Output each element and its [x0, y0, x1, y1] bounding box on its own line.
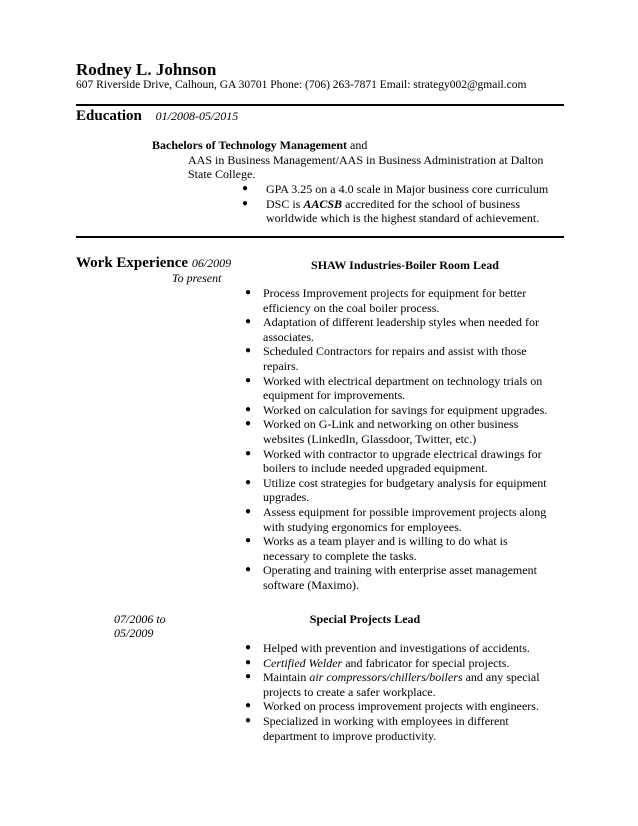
bullet-icon: ●	[245, 714, 252, 726]
list-item	[245, 655, 563, 671]
bullet-icon: ●	[245, 642, 252, 653]
work-title: Work Experience	[76, 255, 189, 271]
bullet-icon: ●	[245, 374, 252, 386]
job1-bullet-text: Worked on calculation for savings for equipment upgrades.	[263, 402, 548, 417]
job1-bullet-text: Process Improvement projects for equipment for better	[263, 286, 527, 300]
job1-bullet-text: boilers to include needed upgraded equipment.	[263, 461, 488, 476]
list-item	[245, 504, 563, 534]
job2-bullet-text: and fabricator for special projects.	[342, 655, 510, 670]
list-item	[245, 534, 563, 563]
accreditation-text-pre: DSC is	[266, 196, 304, 211]
bullet-icon: ●	[245, 316, 252, 328]
job1-bullet-text: with studying ergonomics for employees.	[263, 519, 462, 534]
job1-bullets	[245, 286, 563, 592]
job1-bullet-text: repairs.	[263, 358, 299, 373]
list-item	[245, 315, 563, 344]
job2-bullet-text: Maintain	[263, 670, 310, 685]
bullet-icon: ●	[245, 564, 252, 576]
job1-bullet-text: Scheduled Contractors for repairs and assist with those	[263, 344, 527, 359]
list-item	[245, 641, 563, 656]
list-item	[245, 670, 563, 699]
job2-bullet-text: Helped with prevention and investigations of accidents.	[263, 641, 530, 655]
certification-name: Certified Welder	[263, 655, 343, 670]
degree-line-2: AAS in Business Management/AAS in Business Administration at Dalton	[188, 153, 544, 167]
bullet-icon: ●	[245, 476, 252, 488]
job1-bullet-text: websites (LinkedIn, Glassdoor, Twitter, etc.)	[263, 431, 477, 446]
list-item	[245, 344, 563, 373]
job2-bullet-text: department to improve productivity.	[263, 728, 437, 743]
list-item	[245, 699, 563, 714]
list-item	[242, 196, 548, 226]
bullet-icon: ●	[245, 418, 252, 430]
bullet-icon: ●	[245, 505, 252, 517]
job1-bullet-text: Utilize cost strategies for budgetary analysis for equipment	[263, 475, 547, 490]
job1-bullet-text: efficiency on the coal boiler process.	[263, 300, 440, 315]
list-item	[245, 475, 563, 505]
job1-bullet-text: Adaptation of different leadership styles when needed for	[263, 315, 540, 330]
candidate-name: Rodney L. Johnson	[76, 60, 217, 79]
job1-dates-end: To present	[172, 271, 222, 285]
job2-bullet-text: and any special	[462, 670, 540, 685]
education-title: Education	[76, 108, 142, 124]
job1-bullet-text: Worked with contractor to upgrade electrical drawings for	[263, 446, 542, 461]
section-divider	[76, 104, 564, 106]
job1-bullet-text: Worked with electrical department on technology trials on	[263, 373, 543, 388]
bullet-icon: ●	[245, 345, 252, 357]
list-item	[245, 402, 563, 418]
degree-line-3: State College.	[188, 167, 256, 181]
list-item	[245, 446, 563, 476]
equipment-names: air compressors/chillers/boilers	[309, 670, 463, 685]
bullet-icon: ●	[245, 535, 252, 547]
job1-bullet-text: upgrades.	[263, 490, 310, 505]
degree-and: and	[347, 138, 368, 152]
accreditation-name: AACSB	[303, 196, 343, 211]
education-dates: 01/2008-05/2015	[155, 109, 239, 123]
job1-title: SHAW Industries-Boiler Room Lead	[311, 258, 499, 272]
bullet-icon: ●	[245, 671, 252, 683]
job1-dates-start: 06/2009	[191, 256, 232, 270]
list-item	[245, 417, 563, 446]
bullet-icon: ●	[242, 197, 249, 209]
job2-dates-start: 07/2006 to	[114, 612, 166, 626]
list-item	[242, 182, 549, 197]
job2-bullets	[245, 641, 563, 743]
job1-bullet-text: Assess equipment for possible improvement projects along	[263, 504, 547, 519]
job1-bullet-text: software (Maximo).	[263, 577, 359, 592]
bullet-icon: ●	[245, 287, 252, 298]
bullet-icon: ●	[242, 183, 249, 194]
job2-bullet-text: projects to create a safer workplace.	[263, 684, 436, 699]
education-heading	[76, 108, 238, 125]
section-divider	[76, 236, 564, 238]
education-bullets	[242, 182, 549, 226]
contact-line: 607 Riverside Drive, Calhoun, GA 30701 Phone: (706) 263-7871 Email: strategy002@gmail.com	[76, 79, 527, 91]
bullet-icon: ●	[245, 700, 252, 712]
list-item	[245, 713, 563, 743]
job1-bullet-text: associates.	[263, 329, 314, 344]
list-item	[245, 373, 563, 403]
job1-bullet-text: equipment for improvements.	[263, 388, 406, 403]
accreditation-text-post: accredited for the school of business	[342, 196, 521, 211]
job2-title: Special Projects Lead	[309, 612, 421, 626]
list-item	[245, 563, 563, 592]
job1-bullet-text: necessary to complete the tasks.	[263, 548, 417, 563]
list-item	[245, 286, 563, 315]
job2-bullet-text: Specialized in working with employees in different	[263, 713, 509, 728]
job1-bullet-text: Operating and training with enterprise asset management	[263, 563, 537, 578]
job2-bullet-text: Worked on process improvement projects with engineers.	[263, 699, 539, 714]
degree-title: Bachelors of Technology Management	[152, 138, 347, 152]
job2-dates-end: 05/2009	[114, 626, 154, 640]
bullet-icon: ●	[245, 447, 252, 459]
bullet-icon: ●	[245, 656, 252, 668]
work-heading	[76, 255, 231, 272]
degree-line	[152, 138, 367, 152]
bullet-icon: ●	[245, 403, 252, 415]
job1-bullet-text: Worked on G-Link and networking on other business	[263, 417, 519, 432]
gpa-text: GPA 3.25 on a 4.0 scale in Major business core curriculum	[266, 182, 549, 196]
accreditation-text-line2: worldwide which is the highest standard of achievement.	[266, 211, 540, 226]
job1-bullet-text: Works as a team player and is willing to do what is	[263, 534, 508, 549]
